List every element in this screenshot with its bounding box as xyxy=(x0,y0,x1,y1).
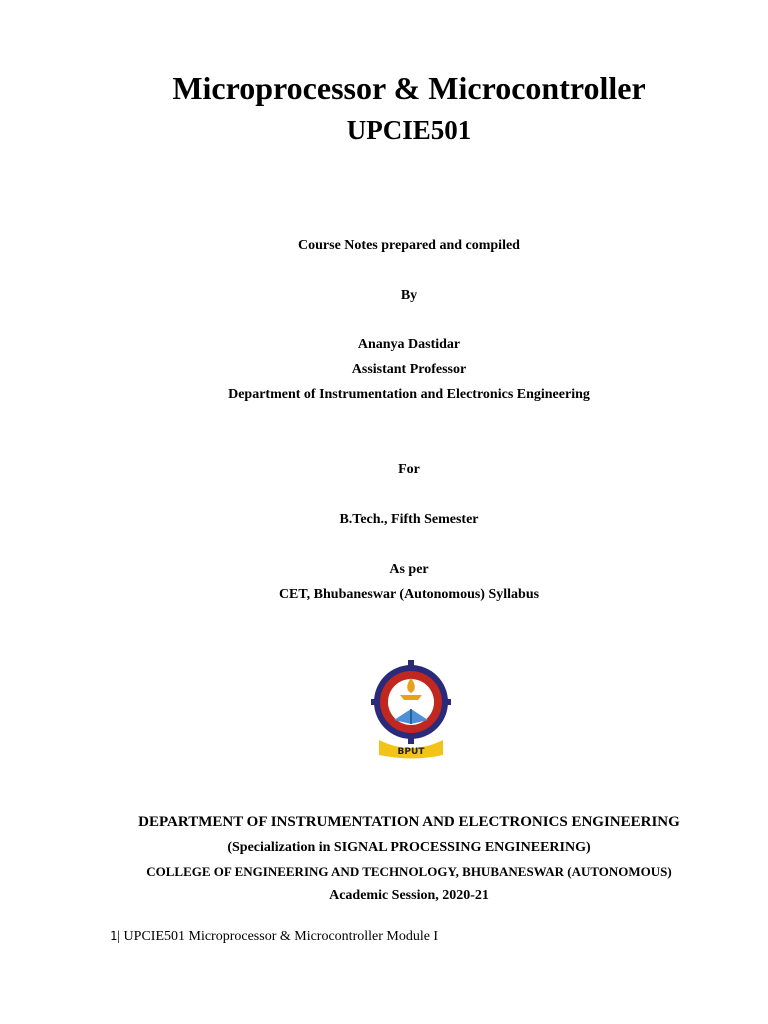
as-per-label: As per xyxy=(389,562,429,577)
prepared-line: Course Notes prepared and compiled xyxy=(298,238,520,253)
bput-emblem-icon xyxy=(371,658,451,762)
page-footer xyxy=(110,929,438,945)
academic-session: Academic Session, 2020-21 xyxy=(329,888,489,903)
footer-separator: | xyxy=(117,929,121,944)
for-label: For xyxy=(398,462,420,477)
department-heading: DEPARTMENT OF INSTRUMENTATION AND ELECTRONICS ENGINEERING xyxy=(138,814,680,830)
author-designation: Assistant Professor xyxy=(351,362,467,377)
by-label: By xyxy=(400,288,418,303)
footer-text: UPCIE501 Microprocessor & Microcontroller Module I xyxy=(123,929,439,944)
course-code: UPCIE501 xyxy=(346,115,472,145)
page-number: 1 xyxy=(110,929,118,943)
author-name: Ananya Dastidar xyxy=(357,337,461,352)
author-department: Department of Instrumentation and Electronics Engineering xyxy=(228,387,590,402)
bput-logo-text: BPUT xyxy=(397,747,425,757)
specialization-line: (Specialization in SIGNAL PROCESSING ENGINEERING) xyxy=(227,840,591,855)
document-title: Microprocessor & Microcontroller xyxy=(172,70,646,106)
college-line: COLLEGE OF ENGINEERING AND TECHNOLOGY, BHUBANESWAR (AUTONOMOUS) xyxy=(146,864,672,879)
program-label: B.Tech., Fifth Semester xyxy=(339,512,479,527)
syllabus-label: CET, Bhubaneswar (Autonomous) Syllabus xyxy=(278,587,540,602)
